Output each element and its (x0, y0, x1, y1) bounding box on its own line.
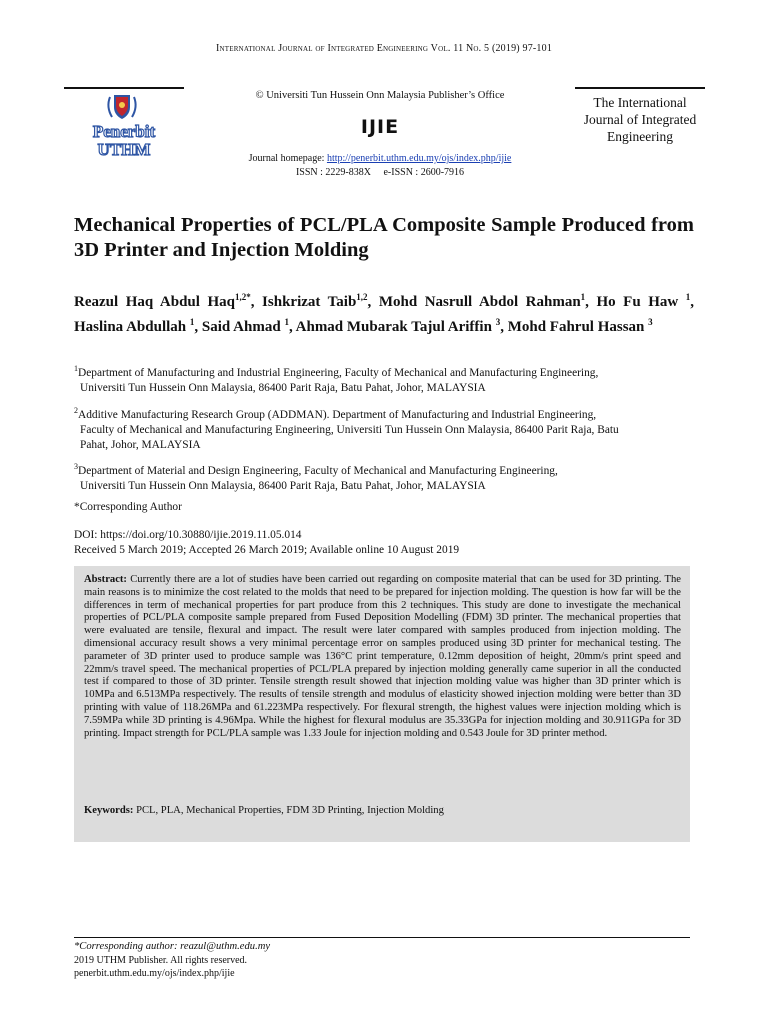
abstract-body: Currently there are a lot of studies have been carried out regarding on composite material that can be used for 3D printing. The main reasons is to minimize the cost related to the molds that need to be prepared for injection molding. The question is how far will be the differences in term of mechanical properties for part produce from this 2 techniques. This study are done to investigate the mechanical properties of PCL/PLA composite sample prepared from Fused Deposition Modelling (FDM) 3D printer. The mechanical properties that were evaluated are tensile, flexural and impact. The result were later compared with samples produced from injection molding. The dimensional accuracy result shows a very minimal percentage error on samples produced using 3D printer for mechanical testing. The parameter of 3D printer used to produce sample was 136°C print temperature, 0.12mm deposition of height, 20mm/s print speed and 22mm/s travel speed. The mechanical properties of PCL/PLA prepared by injection molding generally came superior in all the conducted test if compared to those of 3D printer. Tensile strength result showed that injection molding value was higher than 3D printer which is 10MPa and 6.513MPa respectively. The results of tensile strength and modulus of elasticity showed injection molding were better than 3D printing with value of 118.26MPa and 61.223MPa respectively. For flexural strength, the highest values were injection molding which is 7.59MPa while 3D printing is 4.96Mpa. While the highest for flexural modulus are 35.33GPa for injection molding and 30.911GPa for 3D printing. Impact strength for PCL/PLA sample was 1.33 Joule for injection molding and 0.543 Joule for 3D printer method. (84, 574, 681, 739)
author-name: Reazul Haq Abdul Haq (74, 294, 235, 310)
affiliation-1 (74, 361, 694, 396)
author-affiliation-mark: 1 (189, 317, 195, 327)
author-affiliation-mark: 1,2 (356, 292, 368, 302)
corresponding-author-label: *Corresponding Author (74, 501, 182, 513)
affiliation-line: Universiti Tun Hussein Onn Malaysia, 86400 Parit Raja, Batu Pahat, Johor, MALAYSIA (80, 479, 486, 492)
author-affiliation-mark: 1,2* (235, 292, 251, 302)
footer-rights: 2019 UTHM Publisher. All rights reserved. (74, 955, 248, 966)
author-name: Mohd Fahrul Hassan (507, 319, 649, 335)
abstract-text (84, 574, 681, 740)
affiliation-line: Faculty of Mechanical and Manufacturing Engineering, Universiti Tun Hussein Onn Malaysia, 86400 Parit Raja, Batu (80, 423, 619, 436)
affiliation-line: Department of Manufacturing and Industrial Engineering, Faculty of Mechanical and Manufacturing Engineering, (78, 366, 599, 379)
author-name: Ho Fu Haw (596, 294, 686, 310)
journal-homepage (190, 153, 570, 164)
keywords-label: Keywords: (84, 805, 134, 816)
author-name: Ishkrizat Taib (262, 294, 357, 310)
author-affiliation-mark: 3 (648, 317, 653, 327)
author-list: Reazul Haq Abdul Haq$^{1,2*}$, Ishkrizat Taib$^{1,2}$, Mohd Nasrull Abdol Rahman$^1$, Ho Fu Haw $^1$, Haslina Abdullah $^1$, Said Ahmad $^1$, Ahmad Mubarak Tajul Ariffin $^3$, Mohd Fahrul Hassan $^3$ (74, 292, 695, 335)
affiliation-line: Additive Manufacturing Research Group (ADDMAN). Department of Manufacturing and Industrial Engineering, (78, 408, 597, 421)
footer-rule (74, 937, 690, 938)
logo-top-rule (64, 87, 184, 89)
author-affiliation-mark: 1 (685, 292, 691, 302)
footer-corresponding-author: *Corresponding author: reazul@uthm.edu.my (74, 941, 271, 952)
issn-text: ISSN : 2229-838X e-ISSN : 2600-7916 (295, 167, 465, 178)
publisher-logo (82, 93, 177, 163)
affiliation-3 (74, 459, 694, 494)
article-title: Mechanical Properties of PCL/PLA Composite Sample Produced from 3D Printer and Injection Molding (74, 214, 694, 261)
author-affiliation-mark: 1 (284, 317, 289, 327)
logo-text-uthm: UTHM (97, 140, 151, 159)
logo-text-penerbit: Penerbit (92, 122, 156, 141)
abstract-label: Abstract: (84, 574, 127, 585)
affiliation-mark: 2 (74, 406, 78, 415)
received-dates: Received 5 March 2019; Accepted 26 March 2019; Available online 10 August 2019 (74, 544, 460, 556)
journal-header (0, 43, 768, 54)
homepage-label: Journal homepage: (248, 153, 327, 164)
affiliation-line: Pahat, Johor, MALAYSIA (80, 438, 201, 451)
issn-line (190, 167, 570, 178)
copyright-line: © Universiti Tun Hussein Onn Malaysia Publisher’s Office (255, 90, 505, 101)
doi-line[interactable]: DOI: https://doi.org/10.30880/ijie.2019.11.05.014 (74, 529, 302, 541)
side-top-rule (575, 87, 705, 89)
keywords (84, 805, 681, 816)
homepage-link[interactable]: http://penerbit.uthm.edu.my/ojs/index.php/ijie (326, 153, 512, 164)
author-affiliation-mark: 3 (495, 317, 501, 327)
journal-header-text: International Journal of Integrated Engineering Vol. 11 No. 5 (2019) 97-101 (215, 43, 553, 54)
affiliation-2 (74, 403, 694, 453)
affiliation-mark: 3 (74, 462, 78, 471)
footer-url[interactable]: penerbit.uthm.edu.my/ojs/index.php/ijie (74, 968, 235, 979)
author-name: Ahmad Mubarak Tajul Ariffin (295, 319, 496, 335)
author-affiliation-mark: 1 (580, 292, 586, 302)
keywords-list: PCL, PLA, Mechanical Properties, FDM 3D Printing, Injection Molding (133, 805, 444, 816)
affiliation-line: Department of Material and Design Engineering, Faculty of Mechanical and Manufacturing Engineering, (78, 464, 558, 477)
author-name: Said Ahmad (201, 319, 285, 335)
author-name: Mohd Nasrull Abdol Rahman (378, 294, 581, 310)
journal-side-title: The International Journal of Integrated Engineering (583, 95, 697, 144)
journal-abbreviation: IJIE (360, 116, 400, 138)
affiliation-mark: 1 (74, 364, 78, 373)
penerbit-uthm-logo-icon (82, 93, 177, 163)
affiliation-line: Universiti Tun Hussein Onn Malaysia, 86400 Parit Raja, Batu Pahat, Johor, MALAYSIA (80, 381, 486, 394)
author-name: Haslina Abdullah (74, 319, 190, 335)
